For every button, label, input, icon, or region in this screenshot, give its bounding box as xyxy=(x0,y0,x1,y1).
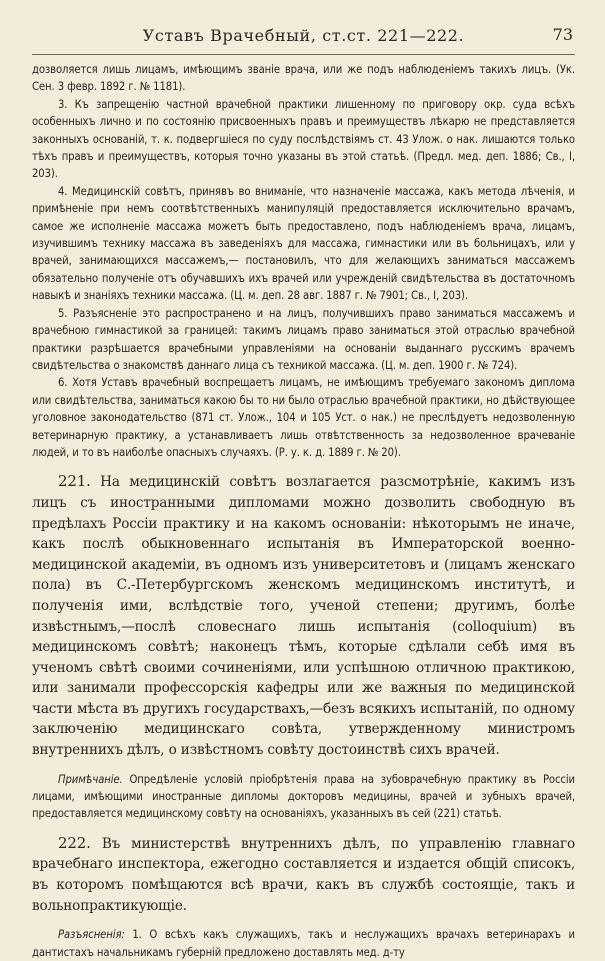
explanation-paragraph: 5. Разъясненіе это распространено и на лицъ, получившихъ право заниматься массажемъ и врачебною гимнастикой за границей: такимъ лицамъ право заниматься этой отраслью врачебной практики разрѣшается врачебными управленіями на основаніи выданнаго русскимъ врачемъ свидѣтельства о знакомствѣ даннаго лица съ техникой массажа. (Ц. м. деп. 1900 г. № 724). xyxy=(32,306,575,372)
explanation-paragraph: 4. Медицинскій совѣтъ, принявъ во вниманіе, что назначеніе массажа, какъ метода лѣченія, и примѣненіе при немъ соотвѣтственныхъ манипуляцій предоставляется исключительно врачамъ, самое же исполненіе массажа можетъ быть предоставлено, подъ наблюденіемъ врача, лицамъ, изучившимъ технику массажа въ заведеніяхъ для массажа, гимнастики или въ больницахъ, или у врачей, занимающихся массажемъ,— постановилъ, что для желающихъ заниматься массажемъ обязательно полученіе отъ обучавшихъ ихъ врачей или учрежденій свидѣтельства въ достаточномъ навыкѣ и знаніяхъ техники массажа. (Ц. м. деп. 28 авг. 1887 г. № 7901; Св., I, 203). xyxy=(32,184,575,303)
article-text: Въ министерствѣ внутреннихъ дѣлъ, по управленію главнаго врачебнаго инспектора, ежегодно составляется и издается общій списокъ, въ которомъ помѣщаются всѣ врачи, какъ въ службѣ состоящіе, такъ и вольнопрактикующіе. xyxy=(32,835,575,914)
page-body xyxy=(32,61,575,961)
explanation-paragraph: 6. Хотя Уставъ врачебный воспрещаетъ лицамъ, не имѣющимъ требуемаго закономъ диплома или свидѣтельства, заниматься какою бы то ни было отраслью врачебной практики, но дѣйствующее уголовное законодательство (871 ст. Улож., 104 и 105 Уст. о нак.) не преслѣдуетъ недозволенную ветеринарную практику, а устанавливаетъ лишь отвѣтственность за недозволенное врачеваніе людей, и то въ наиболѣе опасныхъ случаяхъ. (Р. у. к. д. 1889 г. № 20). xyxy=(32,376,575,459)
explanation-paragraph: 3. Къ запрещенію частной врачебной практики лишенному по приговору окр. суда всѣхъ особенныхъ лично и по состоянію присвоенныхъ правъ и преимуществъ лѣкарю не представляется законныхъ основаній, т. к. подвергшіеся по суду послѣдствіямъ ст. 43 Улож. о нак. лишаются только тѣхъ правъ и преимуществъ, которыя точно указаны въ этой статьѣ. (Предл. мед. деп. 1886; Св., I, 203). xyxy=(32,97,575,181)
article-text: На медицинскій совѣтъ возлагается разсмотрѣніе, какимъ изъ лицъ съ иностранными дипломами можно дозволить свободную въ предѣлахъ Россіи практику и на какомъ основаніи: нѣкоторымъ не иначе, какъ послѣ обыкновеннаго испытанія въ Императорской военно-медицинской академіи, въ одномъ изъ университетовъ и (лицамъ женскаго пола) въ С.-Петербургскомъ женскомъ медицинскомъ институтѣ, и полученія ими, вслѣдствіе того, ученой степени; другимъ, болѣе извѣстнымъ,—послѣ словеснаго лишь испытанія (colloquium) въ медицинскомъ совѣтѣ; наконецъ тѣмъ, которые сдѣлали себѣ имя въ ученомъ свѣтѣ своими сочиненіями, или успѣшною отличною практикою, или занимали профессорскія кафедры или же важныя по медицинской части мѣста въ другихъ государствахъ,—безъ всякихъ испытаній, по одному заключенію медицинскаго совѣта, утвержденному министромъ внутреннихъ дѣлъ, о извѣстномъ совѣту достоинствѣ сихъ врачей. xyxy=(32,474,575,759)
article-number: 222. xyxy=(58,833,91,852)
article-note xyxy=(32,771,575,823)
explanation-paragraph: дозволяется лишь лицамъ, имѣющимъ званіе врача, или же подъ наблюденіемъ такихъ лицъ. (Ук. Сен. 3 февр. 1892 г. № 1181). xyxy=(32,63,575,94)
page-number: 73 xyxy=(552,25,573,44)
running-title: Уставъ Врачебный, ст.ст. 221—222. xyxy=(142,26,465,45)
article-number: 221. xyxy=(58,472,91,491)
article-221 xyxy=(32,471,575,760)
note-text: Опредѣленіе условій пріобрѣтенія права на зубоврачебную практику въ Россіи лицами, имѣющими иностранные дипломы докторовъ медицины, врачей и зубныхъ врачей, предоставляется медицинскому совѣту на основаніяхъ, указанныхъ въ сей (221) статьѣ. xyxy=(32,772,575,821)
explanation-text: 1. О всѣхъ какъ служащихъ, такъ и неслужащихъ врачахъ ветеринарахъ и дантистахъ начальникамъ губерній предложено доставлять мед. д-ту xyxy=(32,928,575,959)
explanation-label: Разъясненія: xyxy=(58,928,125,942)
note-label: Примѣчаніе. xyxy=(58,772,123,786)
page-header xyxy=(32,22,575,55)
article-222 xyxy=(32,833,575,916)
explanation-block xyxy=(32,926,575,961)
